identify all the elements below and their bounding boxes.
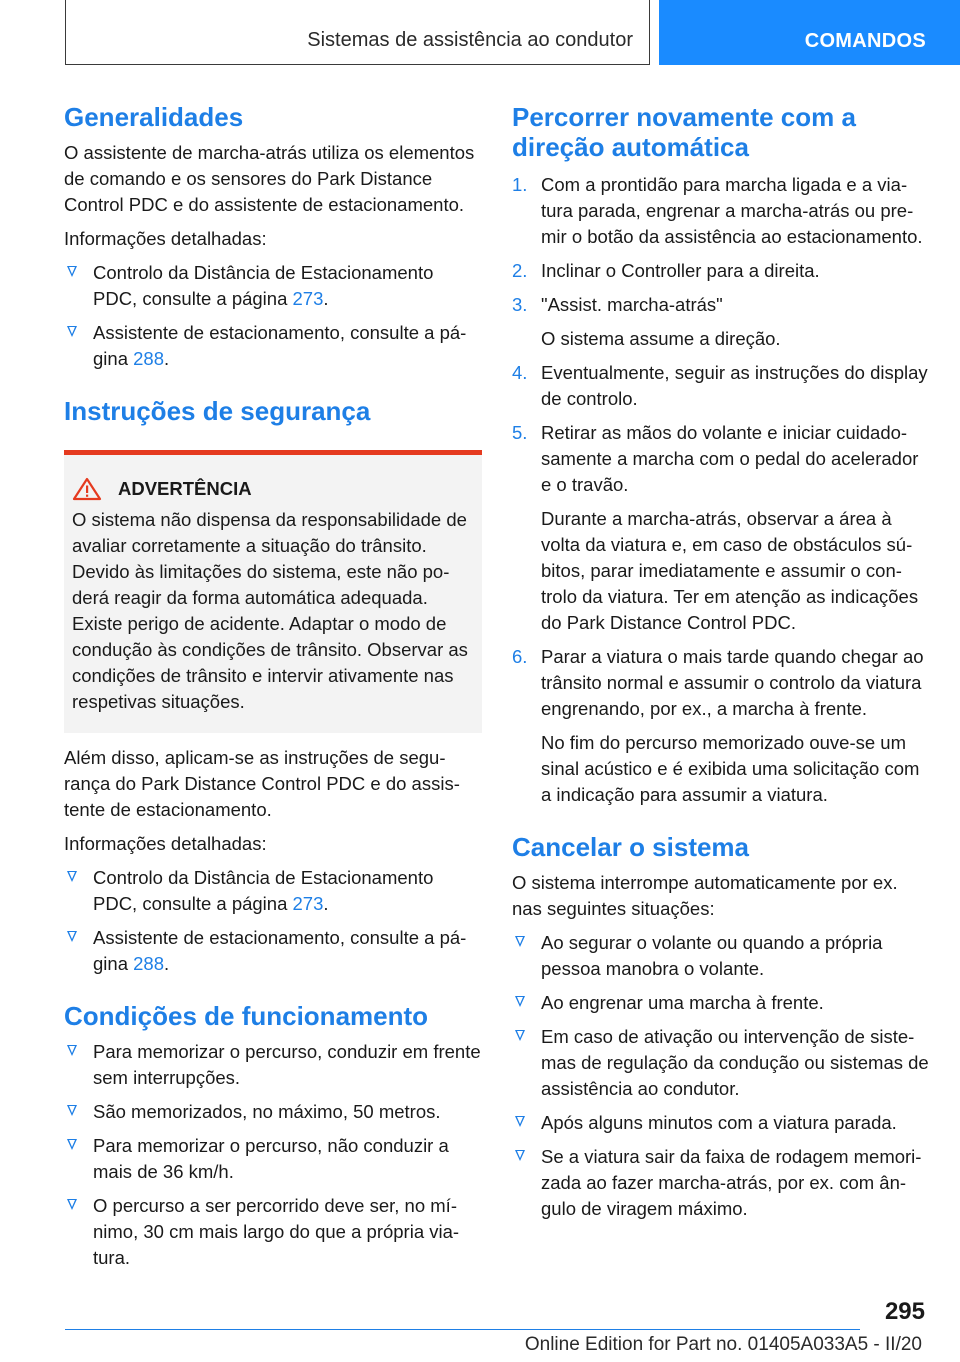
step-text: Com a prontidão para marcha ligada e a viatura parada, engrenar a marcha-atrás ou premir o botão da assistência ao estacionamento.: [541, 174, 923, 247]
step-item: [512, 360, 930, 412]
percorrer-steps: [512, 172, 930, 808]
header-chapter-title: COMANDOS: [804, 30, 926, 52]
step-item: [512, 292, 930, 352]
list-item: [512, 1144, 930, 1222]
condicoes-list: [64, 1039, 482, 1271]
warning-box: [64, 450, 482, 733]
warning-header: [72, 477, 474, 501]
generalidades-list: [64, 260, 482, 372]
warning-triangle-icon: [72, 477, 106, 501]
list-item-text: São memorizados, no máximo, 50 metros.: [93, 1101, 441, 1122]
list-item: [64, 925, 482, 977]
list-item-text: Ao engrenar uma marcha à frente.: [541, 992, 824, 1013]
step-text: Parar a viatura o mais tarde quando chegar ao trânsito normal e assumir o controlo da viatura engrenando, por ex., a marcha à frente.: [541, 646, 924, 719]
bullet-triangle-icon: [515, 996, 525, 1007]
seguranca-list: [64, 865, 482, 977]
bullet-triangle-icon: [67, 266, 77, 277]
heading-percorrer: Percorrer novamente com a direção automática: [512, 102, 856, 162]
list-item: [64, 1193, 482, 1271]
cancelar-text: O sistema interrompe automaticamente por ex. nas seguintes situações:: [512, 872, 898, 919]
step-number: 2.: [512, 260, 528, 281]
header-section-box: [65, 0, 650, 65]
list-item-text: O percurso a ser percorrido deve ser, no mínimo, 30 cm mais largo do que a própria viatura.: [93, 1195, 460, 1268]
bullet-triangle-icon: [67, 1199, 77, 1210]
left-column: [64, 102, 482, 1279]
bullet-triangle-icon: [67, 1045, 77, 1056]
heading-seguranca: Instruções de segurança: [64, 396, 371, 426]
list-item-text: Para memorizar o percurso, conduzir em frente sem interrupções.: [93, 1041, 481, 1088]
list-item-text: Em caso de ativação ou intervenção de sistemas de regulação da condução ou sistemas de assistência ao condutor.: [541, 1026, 929, 1099]
step-item: [512, 172, 930, 250]
step-number: 3.: [512, 294, 528, 315]
heading-condicoes: Condições de funcionamento: [64, 1001, 429, 1031]
step-number: 6.: [512, 646, 528, 667]
list-item: [512, 930, 930, 982]
bullet-triangle-icon: [515, 1150, 525, 1161]
list-item-text: Após alguns minutos com a viatura parada.: [541, 1112, 897, 1133]
step-item: [512, 258, 930, 284]
list-item-end: .: [323, 288, 329, 309]
list-item-text: Se a viatura sair da faixa de rodagem memorizada ao fazer marcha-atrás, por ex. com ângulo de viragem máximo.: [541, 1146, 922, 1219]
header-chapter-tab: [659, 0, 960, 65]
bullet-triangle-icon: [515, 1030, 525, 1041]
page-link[interactable]: 288: [133, 953, 164, 974]
step-text: Retirar as mãos do volante e iniciar cuidadosamente a marcha com o pedal do acelerador e o travão.: [541, 422, 919, 495]
step-text: Inclinar o Controller para a direita.: [541, 260, 820, 281]
step-number: 4.: [512, 362, 528, 383]
step-text: "Assist. marcha-atrás": [541, 294, 723, 315]
list-item: [512, 990, 930, 1016]
step-item: [512, 644, 930, 808]
heading-cancelar: Cancelar o sistema: [512, 832, 750, 862]
seguranca-text: Além disso, aplicam-se as instruções de segurança do Park Distance Control PDC e do assistente de estacionamento.: [64, 747, 460, 820]
list-item: [64, 320, 482, 372]
bullet-triangle-icon: [67, 871, 77, 882]
footer-edition: Online Edition for Part no. 01405A033A5 - II/20: [524, 1334, 922, 1355]
step-number: 1.: [512, 174, 528, 195]
step-subtext: No fim do percurso memorizado ouve-se um sinal acústico e é exibida uma solicitação com a indicação para assumir a viatura.: [541, 732, 920, 805]
bullet-triangle-icon: [67, 1139, 77, 1150]
cancelar-list: [512, 930, 930, 1222]
list-item: [64, 1133, 482, 1185]
step-item: [512, 420, 930, 636]
bullet-triangle-icon: [67, 326, 77, 337]
list-item-end: .: [323, 893, 329, 914]
bullet-triangle-icon: [67, 1105, 77, 1116]
list-item: [64, 865, 482, 917]
bullet-triangle-icon: [515, 1116, 525, 1127]
step-text: Eventualmente, seguir as instruções do display de controlo.: [541, 362, 928, 409]
right-column: [512, 102, 930, 1230]
list-item: [64, 260, 482, 312]
warning-text: O sistema não dispensa da responsabilidade de avaliar corretamente a situação do trânsito. Devido às limitações do sistema, este não poderá reagir da forma automática adequada. Existe perigo de acidente. Adaptar o modo de condução às condições de trânsito. Observar as condições de trânsito e intervir ativamente nas respetivas situações.: [72, 509, 468, 712]
list-item-end: .: [164, 348, 170, 369]
list-item-text: Para memorizar o percurso, não conduzir a mais de 36 km/h.: [93, 1135, 449, 1182]
step-subtext: Durante a marcha-atrás, observar a área à volta da viatura e, em caso de obstáculos súbitos, parar imediatamente e assumir o controlo da viatura. Ter em atenção as indicações do Park Distance Control PDC.: [541, 508, 919, 633]
page-link[interactable]: 273: [292, 288, 324, 309]
generalidades-info-label: Informações detalhadas:: [64, 228, 267, 249]
step-subtext: O sistema assume a direção.: [541, 328, 781, 349]
list-item: [64, 1039, 482, 1091]
header-section-title: Sistemas de assistência ao condutor: [307, 29, 633, 51]
step-number: 5.: [512, 422, 528, 443]
page-number: 295: [884, 1298, 925, 1325]
list-item-end: .: [164, 953, 170, 974]
list-item-text: Controlo da Distância de Estacionamento PDC, consulte a página: [93, 262, 434, 309]
list-item: [64, 1099, 482, 1125]
generalidades-text: O assistente de marcha-atrás utiliza os elementos de comando e os sensores do Park Distance Control PDC e do assistente de estacionamento.: [64, 142, 475, 215]
bullet-triangle-icon: [515, 936, 525, 947]
list-item-text: Controlo da Distância de Estacionamento PDC, consulte a página: [93, 867, 434, 914]
heading-generalidades: Generalidades: [64, 102, 244, 132]
list-item: [512, 1024, 930, 1102]
seguranca-info-label: Informações detalhadas:: [64, 833, 267, 854]
page-link[interactable]: 273: [292, 893, 324, 914]
list-item-text: Assistente de estacionamento, consulte a página: [93, 927, 467, 974]
bullet-triangle-icon: [67, 931, 77, 942]
warning-title: ADVERTÊNCIA: [118, 478, 252, 499]
list-item-text: Assistente de estacionamento, consulte a página: [93, 322, 467, 369]
list-item-text: Ao segurar o volante ou quando a própria pessoa manobra o volante.: [541, 932, 883, 979]
footer-divider: [65, 1329, 860, 1330]
page-link[interactable]: 288: [133, 348, 164, 369]
list-item: [512, 1110, 930, 1136]
